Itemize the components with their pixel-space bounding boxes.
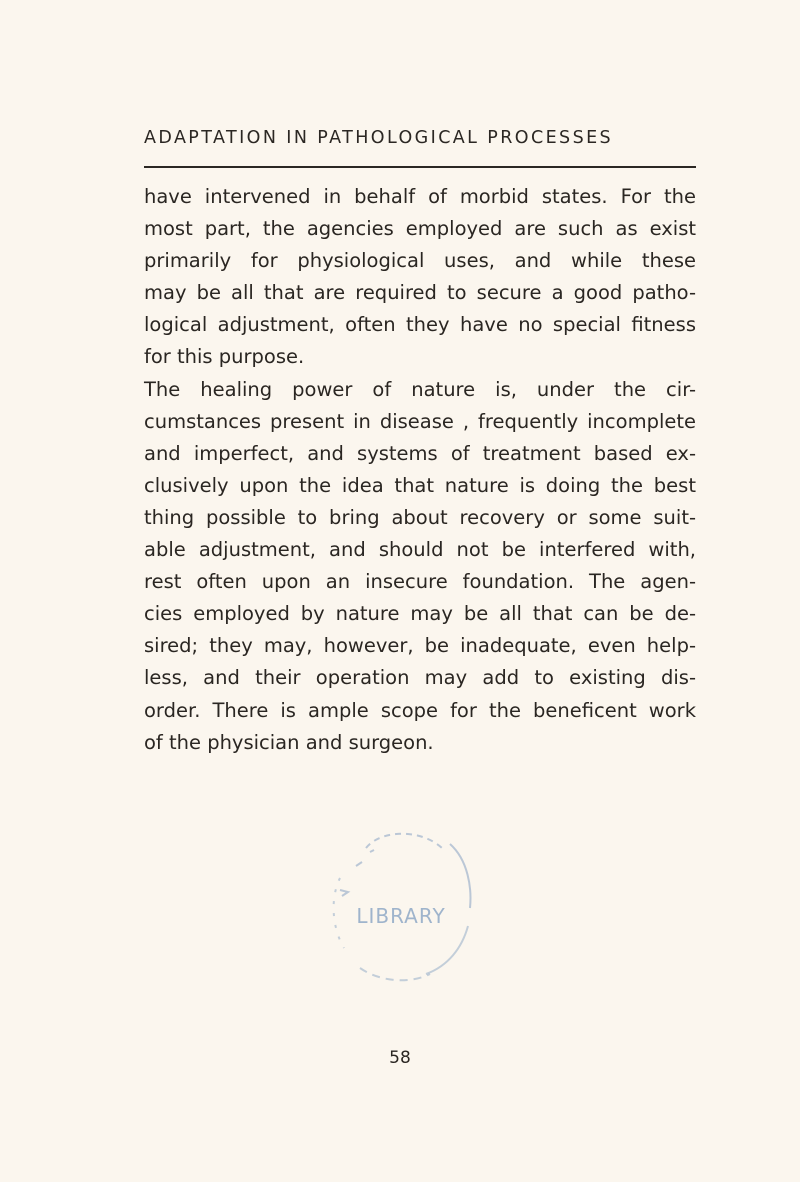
text-line: cumstances present in disease , frequently incomplete: [144, 409, 696, 433]
text-line: clusively upon the idea that nature is doing the best: [144, 473, 696, 497]
text-line: cies employed by nature may be all that can be de-: [144, 602, 696, 626]
stamp-label: LIBRARY: [356, 904, 446, 928]
text-line: order. There is ample scope for the beneficent work: [144, 698, 696, 722]
header-rule: [144, 166, 696, 168]
text-line: for this purpose.: [144, 345, 305, 369]
page-number: 58: [389, 1048, 411, 1068]
running-head: ADAPTATION IN PATHOLOGICAL PROCESSES: [144, 128, 614, 148]
text-line: primarily for physiological uses, and while these: [144, 249, 696, 273]
text-line: of the physician and surgeon.: [144, 730, 434, 754]
text-line: and imperfect, and systems of treatment based ex-: [144, 441, 696, 465]
body-text: [144, 181, 696, 759]
text-line: thing possible to bring about recovery or some suit-: [144, 505, 696, 529]
text-line: logical adjustment, often they have no special fitness: [144, 313, 696, 337]
text-line: able adjustment, and should not be interfered with,: [144, 538, 696, 562]
text-line: have intervened in behalf of morbid states. For the: [144, 185, 696, 208]
text-line: The healing power of nature is, under the cir-: [144, 377, 696, 401]
text-line: most part, the agencies employed are such as exist: [144, 217, 696, 241]
text-line: sired; they may, however, be inadequate, even help-: [144, 634, 696, 658]
text-line: less, and their operation may add to existing dis-: [144, 666, 696, 690]
library-stamp: [300, 808, 500, 1008]
text-line: may be all that are required to secure a good patho-: [144, 281, 696, 305]
text-line: rest often upon an insecure foundation. The agen-: [144, 570, 696, 594]
